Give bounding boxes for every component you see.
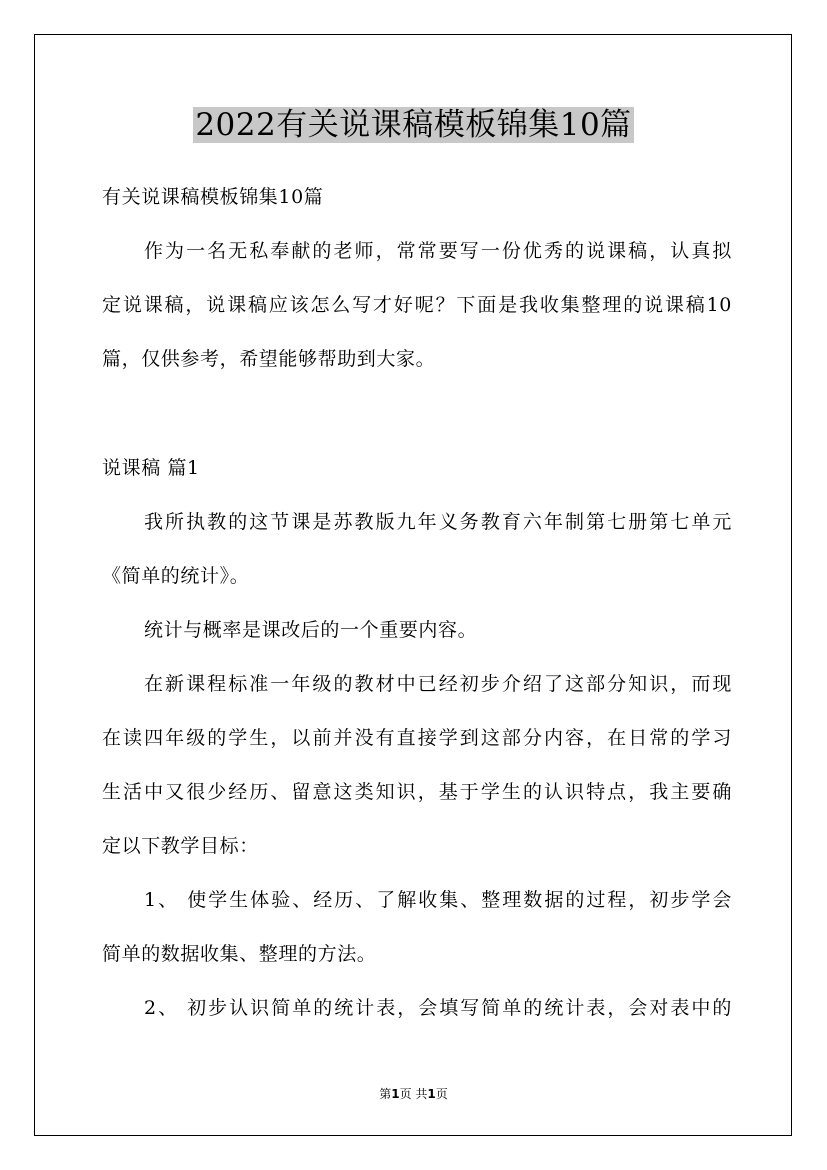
paragraph-3-line-1: 在新课程标准一年级的教材中已经初步介绍了这部分知识，而现: [144, 673, 732, 695]
paragraph-2: 统计与概率是课改后的一个重要内容。: [144, 619, 478, 641]
section-heading: 说课稿 篇1: [102, 457, 200, 479]
paragraph-3-line-4: 定以下教学目标：: [102, 835, 259, 857]
footer-prefix: 第: [379, 1087, 392, 1101]
footer-suffix: 页: [435, 1087, 448, 1101]
subtitle: 有关说课稿模板锦集10篇: [102, 186, 324, 208]
page-footer: [0, 1085, 827, 1102]
paragraph-4-line-1: 1、 使学生体验、经历、了解收集、整理数据的过程，初步学会: [144, 889, 732, 911]
paragraph-1-line-2: 《简单的统计》。: [102, 565, 250, 587]
footer-page-number: 1: [391, 1087, 400, 1101]
paragraph-5-line-1: 2、 初步认识简单的统计表，会填写简单的统计表，会对表中的: [144, 997, 732, 1019]
paragraph-3-line-3: 生活中又很少经历、留意这类知识，基于学生的认识特点，我主要确: [102, 781, 732, 803]
intro-line-3: 篇，仅供参考，希望能够帮助到大家。: [102, 348, 436, 370]
document-title: [0, 99, 827, 144]
footer-mid: 页 共: [399, 1087, 428, 1101]
paragraph-3-line-2: 在读四年级的学生，以前并没有直接学到这部分内容，在日常的学习: [102, 727, 732, 749]
paragraph-1-line-1: 我所执教的这节课是苏教版九年义务教育六年制第七册第七单元: [144, 511, 732, 533]
footer-total-pages: 1: [427, 1087, 436, 1101]
intro-line-2: 定说课稿，说课稿应该怎么写才好呢？下面是我收集整理的说课稿10: [102, 294, 732, 316]
paragraph-4-line-2: 简单的数据收集、整理的方法。: [102, 943, 377, 965]
document-title-text: 2022有关说课稿模板锦集10篇: [195, 107, 632, 143]
intro-line-1: 作为一名无私奉献的老师，常常要写一份优秀的说课稿，认真拟: [144, 240, 732, 262]
